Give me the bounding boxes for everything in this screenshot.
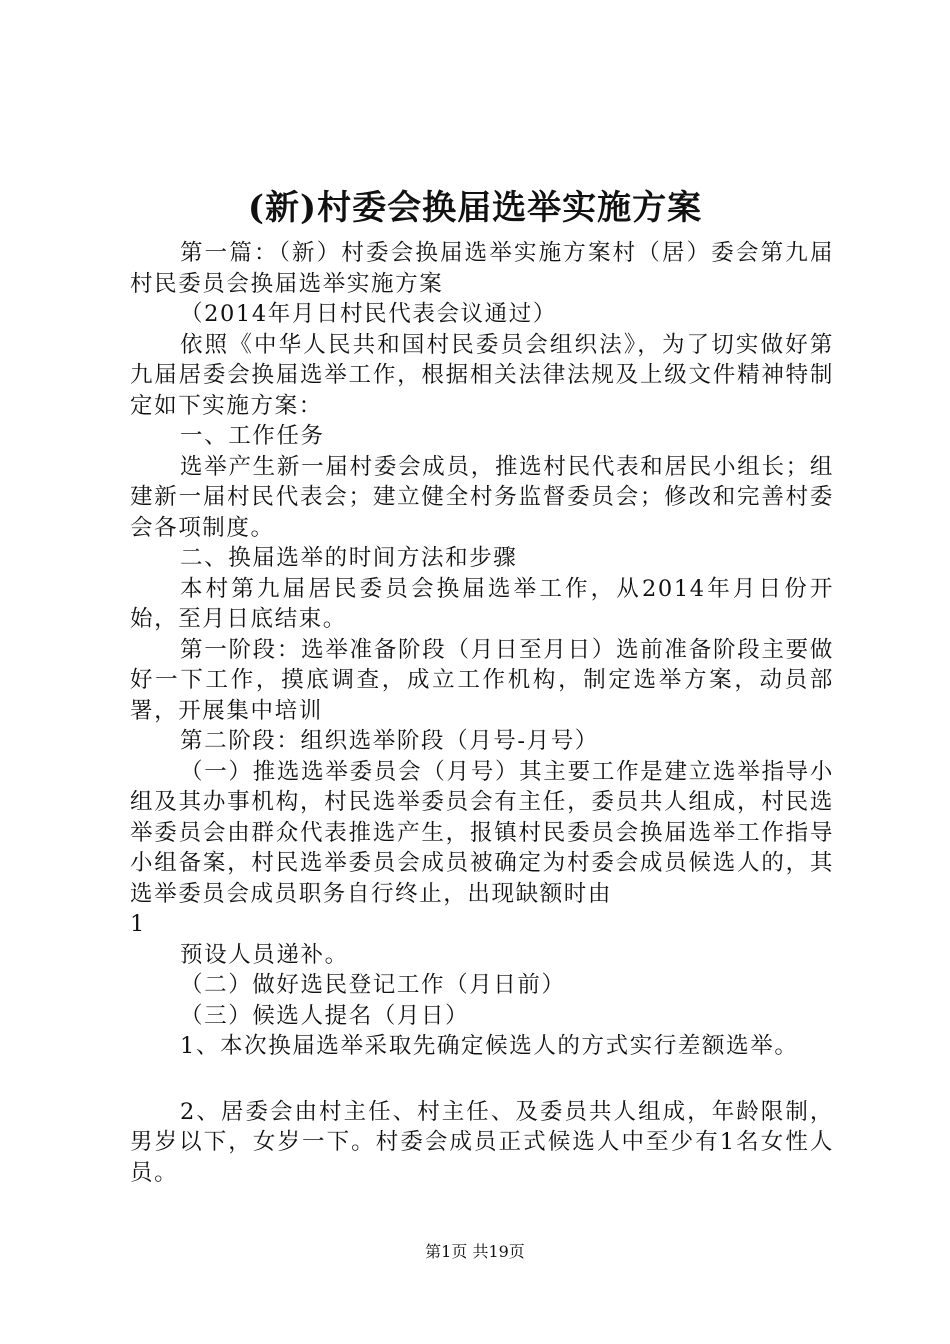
paragraph-substitute: 预设人员递补。 (180, 941, 349, 968)
page-number-marker: 1 (130, 911, 146, 937)
paragraph-intro: 第一篇：（新）村委会换届选举实施方案村（居）委会第九届村民委员会换届选举实施方案 (130, 240, 834, 297)
paragraph-basis: 依照《中华人民共和国村民委员会组织法》，为了切实做好第九届居委会换届选举工作，根据相关法律法规及上级文件精神特制定如下实施方案： (130, 331, 834, 419)
paragraph-stage-two: 第二阶段：组织选举阶段（月号-月号） (180, 728, 599, 754)
paragraph-candidate-nomination: （三）候选人提名（月日） (180, 1002, 470, 1029)
section-heading-steps: 二、换届选举的时间方法和步骤 (180, 545, 518, 571)
paragraph-election-committee: （一）推选选举委员会（月号）其主要工作是建立选举指导小组及其办事机构，村民选举委员会有主任，委员共人组成，村民选举委员会由群众代表推选产生，报镇村民委员会换届选举工作指导小组备案，村民选举委员会成员被确定为村委会成员候选人的，其选举委员会成员职务自行终止，出现缺额时由 (130, 758, 834, 907)
section-heading-tasks: 一、工作任务 (180, 423, 325, 449)
paragraph-tasks: 选举产生新一届村委会成员，推选村民代表和居民小组长；组建新一届村民代表会；建立健全村务监督委员会；修改和完善村委会各项制度。 (130, 453, 834, 541)
paragraph-voter-registration: （二）做好选民登记工作（月日前） (180, 972, 566, 998)
paragraph-item-2: 2、居委会由村主任、村主任、及委员共人组成，年龄限制，男岁以下，女岁一下。村委会成员正式候选人中至少有1名女性人员。 (130, 1098, 834, 1186)
paragraph-item-1: 1、本次换届选举采取先确定候选人的方式实行差额选举。 (180, 1033, 799, 1059)
paragraph-adoption-note: （2014年月日村民代表会议通过） (180, 301, 557, 327)
paragraph-stage-one: 第一阶段：选举准备阶段（月日至月日）选前准备阶段主要做好一下工作，摸底调查，成立工作机构，制定选举方案，动员部署，开展集中培训 (130, 636, 834, 724)
document-body (130, 238, 834, 1188)
page-footer: 第1页 共19页 (425, 1242, 525, 1261)
document-title: (新)村委会换届选举实施方案 (247, 188, 703, 228)
paragraph-spacer (130, 1062, 834, 1097)
paragraph-timeline: 本村第九届居民委员会换届选举工作，从2014年月日份开始，至月日底结束。 (130, 575, 834, 632)
